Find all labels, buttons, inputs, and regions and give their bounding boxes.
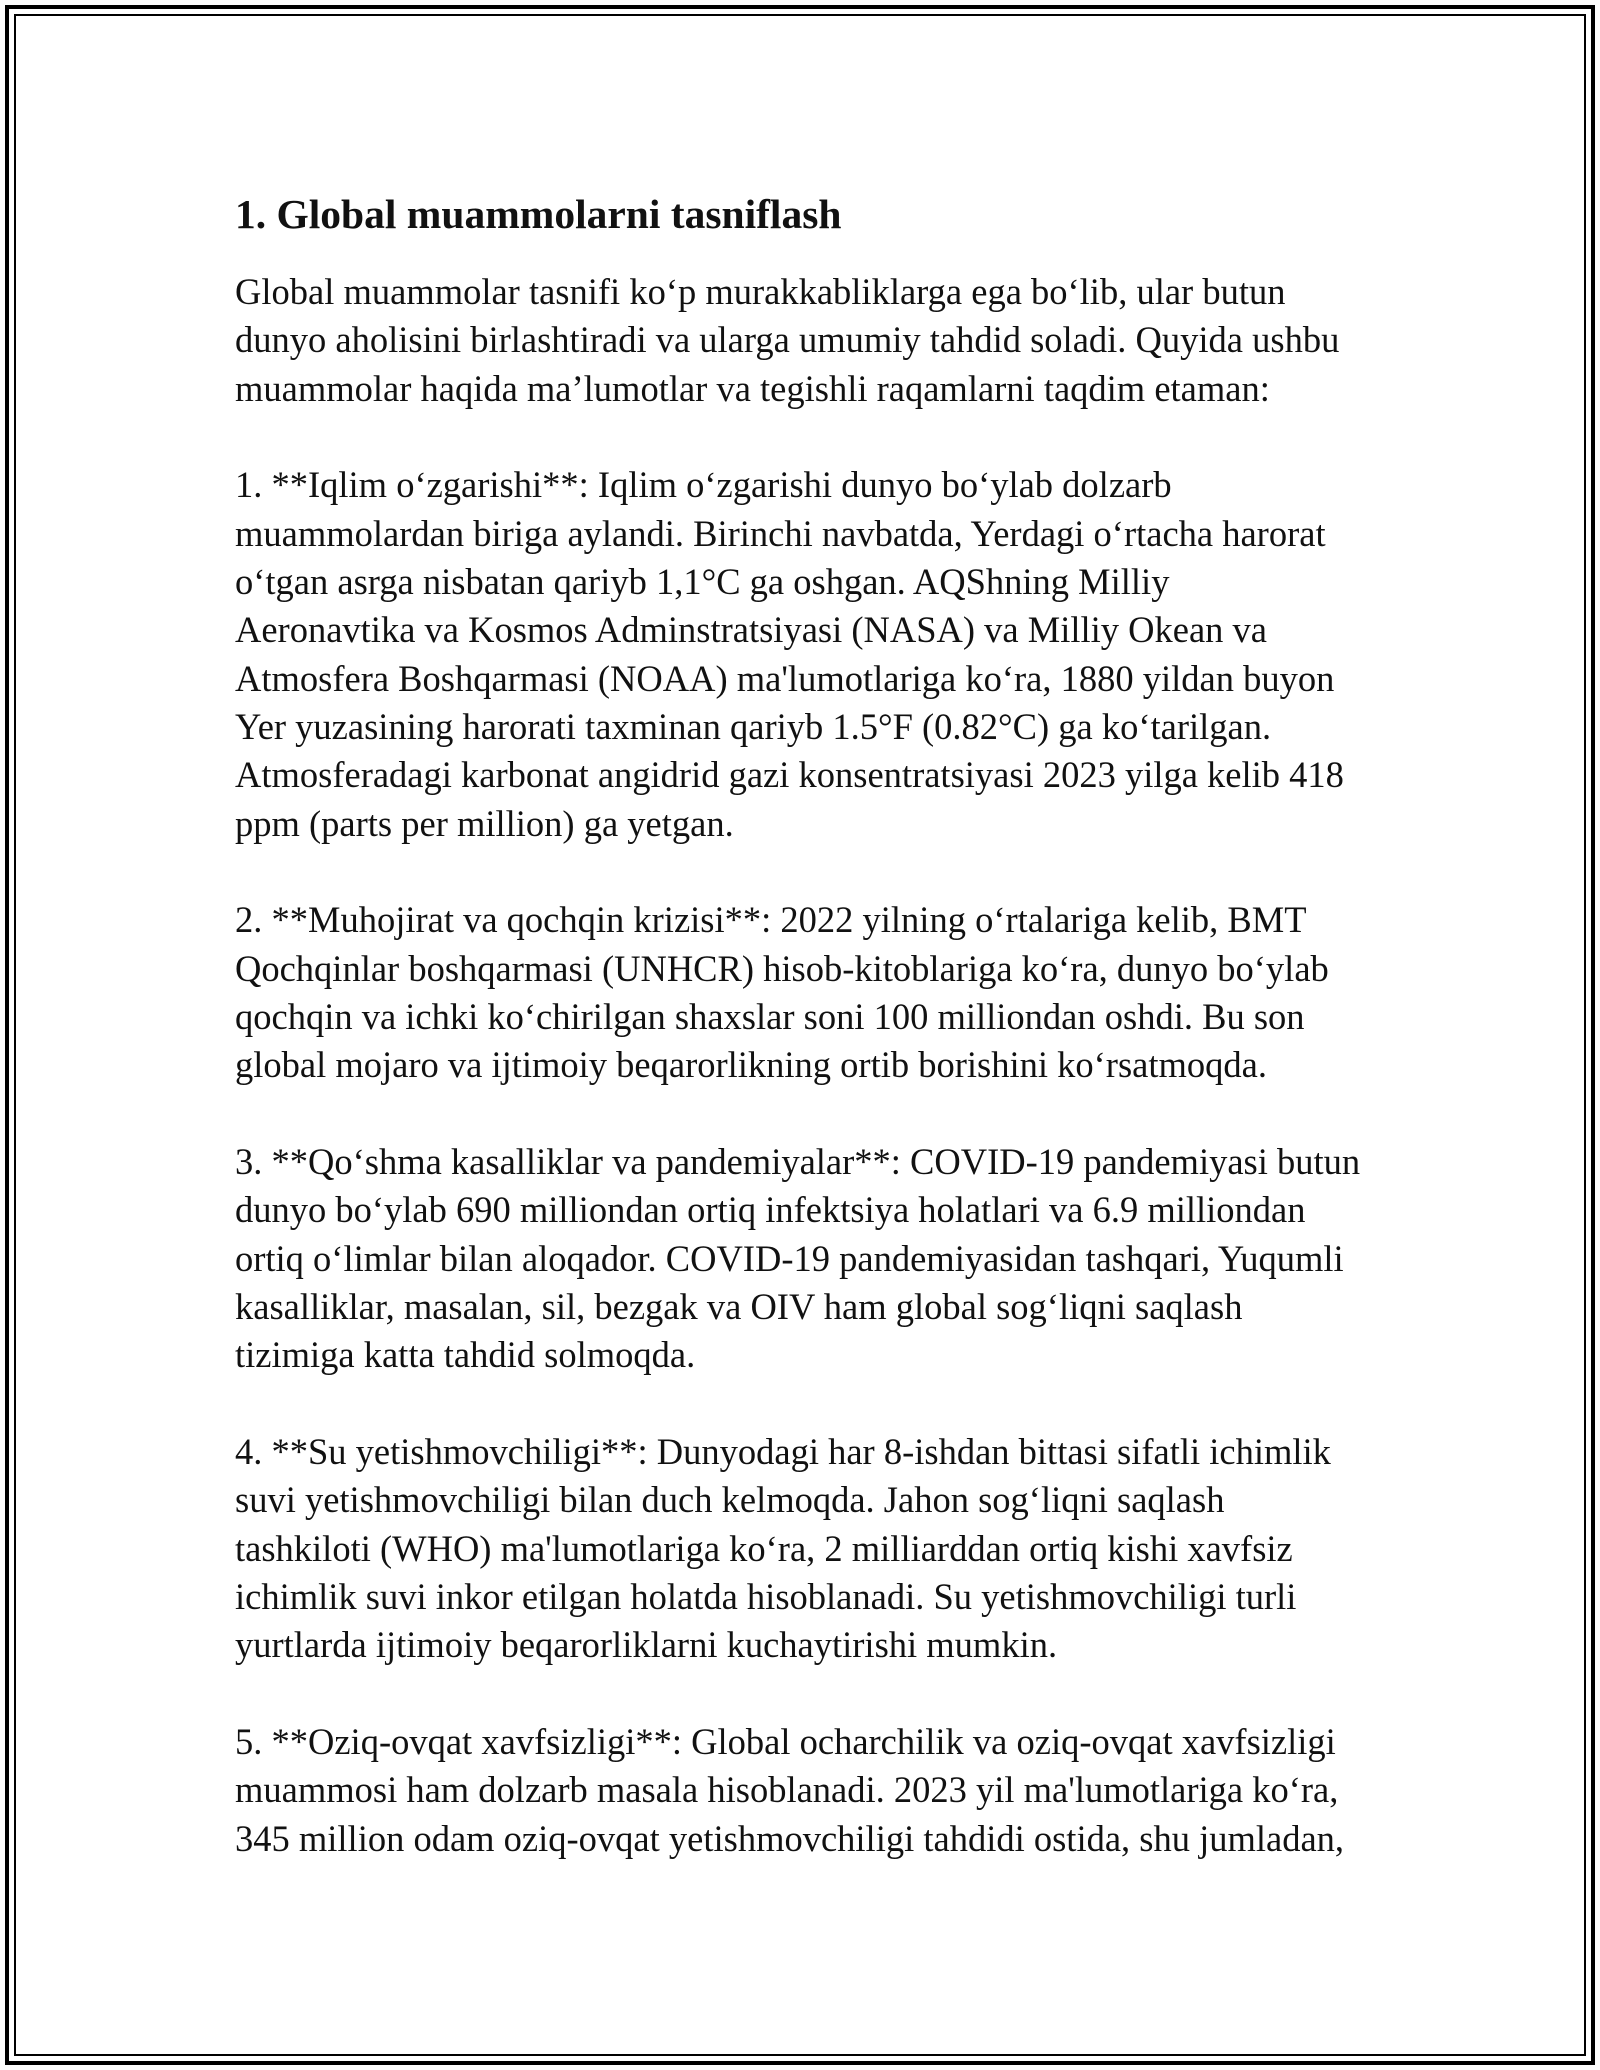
intro-paragraph: Global muammolar tasnifi ko‘p murakkabliklarga ega bo‘lib, ular butun dunyo aholisini birlashtiradi va ularga umumiy tahdid soladi. Quyida ushbu muammolar haqida ma’lumotlar va tegishli raqamlarni taqdim etaman: <box>235 271 1340 409</box>
list-item-climate-change: 1. **Iqlim o‘zgarishi**: Iqlim o‘zgarishi dunyo bo‘ylab dolzarb muammolardan biriga aylandi. Birinchi navbatda, Yerdagi o‘rtacha harorat o‘tgan asrga nisbatan qariyb 1,1°C ga oshgan. AQShning Milliy Aeronavtika va Kosmos Adminstratsiyasi (NASA) va Milliy Okean va Atmosfera Boshqarmasi (NOAA) ma'lumotlariga ko‘ra, 1880 yildan buyon Yer yuzasining harorati taxminan qariyb 1.5°F (0.82°C) ga ko‘tarilgan. Atmosferadagi karbonat angidrid gazi konsentratsiyasi 2023 yilga kelib 418 ppm (parts per million) ga yetgan. <box>235 464 1344 844</box>
list-item-food-security: 5. **Oziq-ovqat xavfsizligi**: Global ocharchilik va oziq-ovqat xavfsizligi muammosi ham dolzarb masala hisoblanadi. 2023 yil ma'lumotlariga ko‘ra, 345 million odam oziq-ovqat yetishmovchiligi tahdidi ostida, shu jumladan, <box>235 1720 1345 1859</box>
section-heading: 1. Global muammolarni tasniflash <box>235 191 842 237</box>
list-item-diseases-pandemics: 3. **Qo‘shma kasalliklar va pandemiyalar**: COVID-19 pandemiyasi butun dunyo bo‘ylab 690 milliondan ortiq infektsiya holatlari va 6.9 milliondan ortiq o‘limlar bilan aloqador. COVID-19 pandemiyasidan tashqari, Yuqumli kasalliklar, masalan, sil, bezgak va OIV ham global sog‘liqni saqlash tizimiga katta tahdid solmoqda. <box>235 1140 1361 1376</box>
list-item-migration-crisis: 2. **Muhojirat va qochqin krizisi**: 2022 yilning o‘rtalariga kelib, BMT Qochqinlar boshqarmasi (UNHCR) hisob-kitoblariga ko‘ra, dunyo bo‘ylab qochqin va ichki ko‘chirilgan shaxslar soni 100 milliondan oshdi. Bu son global mojaro va ijtimoiy beqarorlikning ortib borishini ko‘rsatmoqda. <box>235 899 1329 1086</box>
document-content <box>235 190 1535 1911</box>
list-item-water-shortage: 4. **Su yetishmovchiligi**: Dunyodagi har 8-ishdan bittasi sifatli ichimlik suvi yetishmovchiligi bilan duch kelmoqda. Jahon sog‘liqni saqlash tashkiloti (WHO) ma'lumotlariga ko‘ra, 2 milliarddan ortiq kishi xavfsiz ichimlik suvi inkor etilgan holatda hisoblanadi. Su yetishmovchiligi turli yurtlarda ijtimoiy beqarorliklarni kuchaytirishi mumkin. <box>235 1430 1331 1666</box>
